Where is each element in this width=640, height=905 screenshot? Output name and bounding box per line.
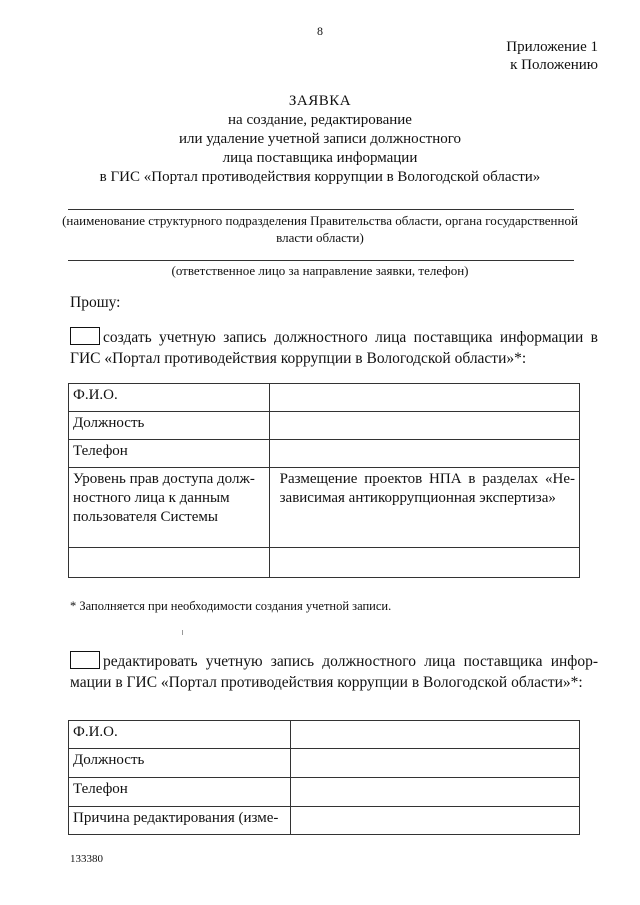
access-value-line-2: зависимая антикоррупционная экспертиза» bbox=[279, 490, 556, 506]
phone-label: Телефон bbox=[69, 778, 291, 807]
org-name-caption bbox=[60, 212, 580, 246]
empty-cell[interactable] bbox=[269, 548, 579, 578]
fio-value-cell[interactable] bbox=[290, 721, 579, 749]
access-level-value bbox=[269, 468, 579, 548]
table-row bbox=[69, 778, 580, 807]
prosim-label: Прошу: bbox=[70, 294, 121, 311]
create-text-line-2: ГИС «Портал противодействия коррупции в Вологодской области»*: bbox=[70, 350, 527, 367]
position-value-cell[interactable] bbox=[290, 749, 579, 778]
org-caption-line-2: власти области) bbox=[276, 230, 364, 245]
title-line-5: в ГИС «Портал противодействия коррупции в Вологодской области» bbox=[99, 169, 541, 185]
footnote: * Заполняется при необходимости создания учетной записи. bbox=[70, 599, 392, 613]
table-row bbox=[69, 468, 580, 548]
edit-text-line-1: редактировать учетную запись должностного лица поставщика инфор- bbox=[103, 653, 598, 670]
title-main: ЗАЯВКА bbox=[288, 93, 352, 109]
edit-text-line-2: мации в ГИС «Портал противодействия коррупции в Вологодской области»*: bbox=[70, 674, 583, 691]
table-row bbox=[69, 807, 580, 835]
empty-cell[interactable] bbox=[69, 548, 270, 578]
appendix-line-2: к Положению bbox=[510, 57, 598, 73]
org-caption-line-1: (наименование структурного подразделения Правительства области, органа государственной bbox=[62, 213, 578, 228]
responsible-caption: (ответственное лицо за направление заявки, телефон) bbox=[171, 263, 469, 278]
title-line-2: на создание, редактирование bbox=[228, 112, 412, 128]
create-text-line-1: создать учетную запись должностного лица поставщика информации в bbox=[103, 329, 598, 346]
reason-value-cell[interactable] bbox=[290, 807, 579, 835]
position-value-cell[interactable] bbox=[269, 412, 579, 440]
access-level-label-line-3: пользователя Системы bbox=[73, 509, 218, 525]
table-row bbox=[69, 384, 580, 412]
page-number: 8 bbox=[317, 24, 323, 38]
access-level-label bbox=[69, 468, 270, 548]
edit-section-text bbox=[70, 651, 598, 693]
appendix-header bbox=[506, 38, 598, 74]
access-level-label-line-2: ностного лица к данным bbox=[73, 490, 230, 506]
title-line-3: или удаление учетной записи должностного bbox=[178, 131, 461, 147]
position-label: Должность bbox=[69, 749, 291, 778]
create-account-table bbox=[68, 383, 580, 578]
phone-value-cell[interactable] bbox=[290, 778, 579, 807]
edit-account-table bbox=[68, 720, 580, 835]
access-value-line-1: Размещение проектов НПА в разделах «Не- bbox=[279, 471, 575, 487]
org-name-input-line[interactable] bbox=[68, 209, 574, 210]
table-row bbox=[69, 721, 580, 749]
fio-label: Ф.И.О. bbox=[69, 384, 270, 412]
create-checkbox[interactable] bbox=[70, 327, 100, 345]
reason-label: Причина редактирования (изме- bbox=[69, 807, 291, 835]
table-row bbox=[69, 749, 580, 778]
fio-label: Ф.И.О. bbox=[69, 721, 291, 749]
position-label: Должность bbox=[69, 412, 270, 440]
edit-checkbox[interactable] bbox=[70, 651, 100, 669]
create-section-text bbox=[70, 327, 598, 369]
appendix-line-1: Приложение 1 bbox=[506, 39, 598, 55]
title-line-4: лица поставщика информации bbox=[222, 150, 418, 166]
document-number: 133380 bbox=[70, 853, 103, 865]
phone-label: Телефон bbox=[69, 440, 270, 468]
table-row bbox=[69, 412, 580, 440]
document-title bbox=[0, 92, 640, 187]
table-row bbox=[69, 548, 580, 578]
responsible-input-line[interactable] bbox=[68, 260, 574, 261]
table-row bbox=[69, 440, 580, 468]
scan-mark bbox=[182, 630, 183, 635]
access-level-label-line-1: Уровень прав доступа долж- bbox=[73, 471, 255, 487]
phone-value-cell[interactable] bbox=[269, 440, 579, 468]
fio-value-cell[interactable] bbox=[269, 384, 579, 412]
